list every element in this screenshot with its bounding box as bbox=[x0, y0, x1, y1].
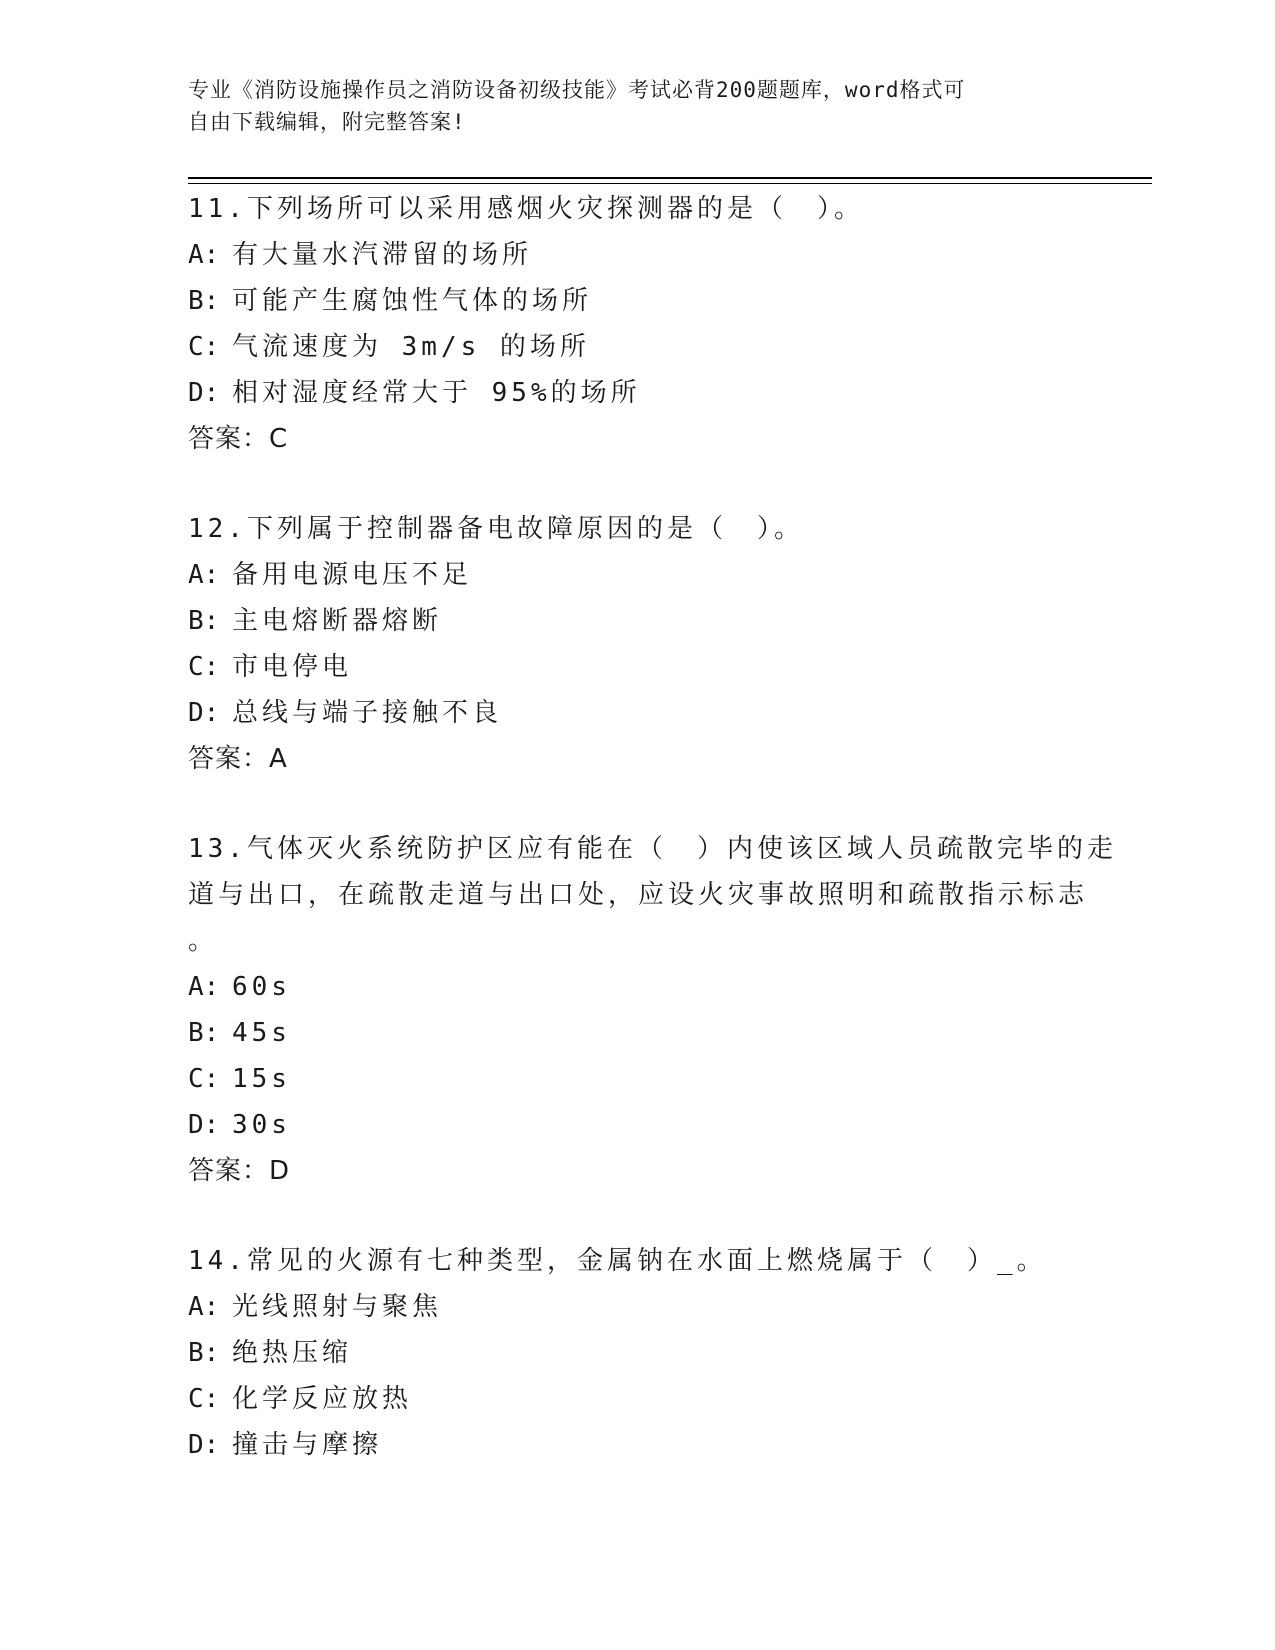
option-letter: B: bbox=[188, 1338, 220, 1368]
option-text: 绝热压缩 bbox=[232, 1338, 353, 1368]
option-text: 可能产生腐蚀性气体的场所 bbox=[232, 286, 593, 316]
option-c bbox=[188, 324, 1088, 370]
question-stem: 14.常见的火源有七种类型，金属钠在水面上燃烧属于（ ）_。 bbox=[188, 1246, 1047, 1276]
option-c bbox=[188, 1376, 1088, 1422]
question-12 bbox=[188, 506, 1088, 782]
option-letter: A: bbox=[188, 1292, 220, 1322]
option-d bbox=[188, 1102, 1088, 1148]
option-text: 60s bbox=[232, 972, 291, 1002]
option-b bbox=[188, 1330, 1088, 1376]
option-text: 15s bbox=[232, 1064, 291, 1094]
answer-label: 答案：A bbox=[188, 744, 288, 774]
option-letter: B: bbox=[188, 606, 220, 636]
option-a bbox=[188, 552, 1088, 598]
option-text: 气流速度为 3m/s 的场所 bbox=[232, 332, 590, 362]
question-list bbox=[188, 186, 1117, 1512]
option-letter: D: bbox=[188, 698, 220, 728]
option-letter: C: bbox=[188, 652, 220, 682]
option-b bbox=[188, 278, 1088, 324]
option-text: 有大量水汽滞留的场所 bbox=[232, 240, 533, 270]
question-11 bbox=[188, 186, 1088, 462]
option-text: 备用电源电压不足 bbox=[232, 560, 473, 590]
answer-label: 答案：D bbox=[188, 1156, 291, 1186]
option-d bbox=[188, 370, 1088, 416]
option-a bbox=[188, 1284, 1088, 1330]
option-d bbox=[188, 690, 1088, 736]
option-text: 光线照射与聚焦 bbox=[232, 1292, 443, 1322]
question-13 bbox=[188, 826, 1117, 1194]
question-stem-line-2: 道与出口，在疏散走道与出口处，应设火灾事故照明和疏散指示标志 bbox=[188, 880, 1089, 910]
option-a bbox=[188, 232, 1088, 278]
document-header bbox=[188, 74, 1068, 138]
option-letter: C: bbox=[188, 1064, 220, 1094]
option-b bbox=[188, 1010, 1088, 1056]
header-line-1: 专业《消防设施操作员之消防设备初级技能》考试必背200题题库，word格式可 bbox=[188, 78, 966, 102]
option-letter: B: bbox=[188, 286, 220, 316]
option-d bbox=[188, 1422, 1088, 1468]
header-divider-thick bbox=[188, 177, 1152, 179]
option-text: 化学反应放热 bbox=[232, 1384, 413, 1414]
option-text: 30s bbox=[232, 1110, 291, 1140]
option-a bbox=[188, 964, 1088, 1010]
option-letter: A: bbox=[188, 560, 220, 590]
option-letter: C: bbox=[188, 1384, 220, 1414]
option-text: 相对湿度经常大于 95%的场所 bbox=[232, 378, 641, 408]
option-text: 主电熔断器熔断 bbox=[232, 606, 443, 636]
option-text: 总线与端子接触不良 bbox=[232, 698, 503, 728]
option-text: 市电停电 bbox=[232, 652, 353, 682]
question-stem: 12.下列属于控制器备电故障原因的是（ ）。 bbox=[188, 514, 804, 544]
option-letter: B: bbox=[188, 1018, 220, 1048]
header-divider-thin bbox=[188, 183, 1152, 184]
question-stem: 11.下列场所可以采用感烟火灾探测器的是（ ）。 bbox=[188, 194, 864, 224]
question-stem-line-3: 。 bbox=[188, 926, 219, 956]
option-c bbox=[188, 644, 1088, 690]
option-text: 撞击与摩擦 bbox=[232, 1430, 383, 1460]
question-14 bbox=[188, 1238, 1088, 1468]
option-letter: D: bbox=[188, 1110, 220, 1140]
option-letter: D: bbox=[188, 1430, 220, 1460]
option-letter: D: bbox=[188, 378, 220, 408]
option-letter: A: bbox=[188, 240, 220, 270]
question-stem-line-1: 13.气体灭火系统防护区应有能在（ ）内使该区域人员疏散完毕的走 bbox=[188, 834, 1117, 864]
option-b bbox=[188, 598, 1088, 644]
option-c bbox=[188, 1056, 1088, 1102]
option-letter: C: bbox=[188, 332, 220, 362]
header-line-2: 自由下载编辑，附完整答案! bbox=[188, 110, 466, 134]
option-text: 45s bbox=[232, 1018, 291, 1048]
option-letter: A: bbox=[188, 972, 220, 1002]
answer-label: 答案：C bbox=[188, 424, 289, 454]
